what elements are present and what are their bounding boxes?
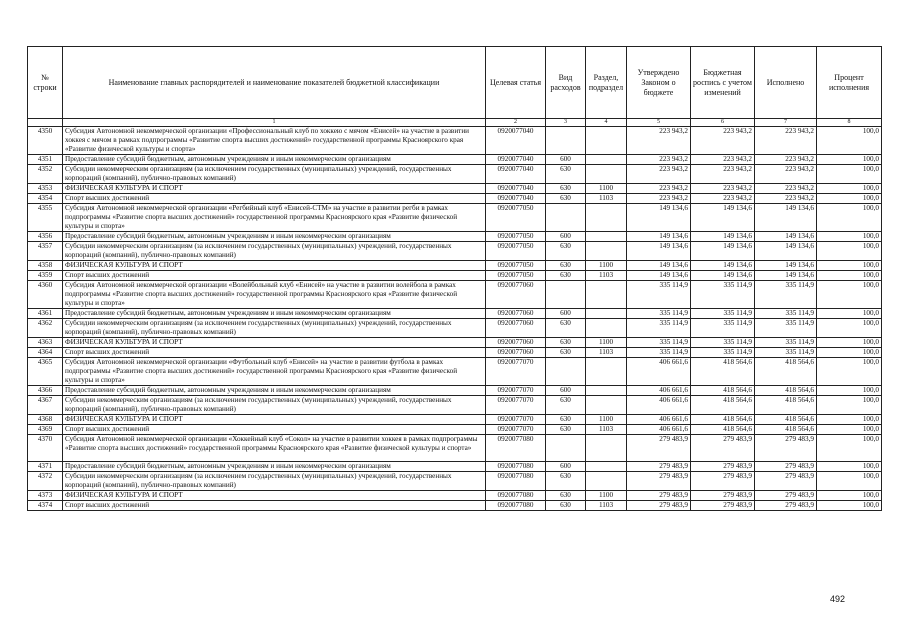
table-row	[28, 415, 882, 425]
row-name: ФИЗИЧЕСКАЯ КУЛЬТУРА И СПОРТ	[63, 338, 486, 348]
execution-percent: 100,0	[817, 501, 882, 511]
execution-percent: 100,0	[817, 415, 882, 425]
row-name: Предоставление субсидий бюджетным, автономным учреждениям и иным некоммерческим организациям	[63, 232, 486, 242]
row-number: 4355	[28, 204, 63, 232]
section	[586, 319, 627, 338]
section: 1100	[586, 184, 627, 194]
budget-amount: 149 134,6	[691, 261, 755, 271]
colnum: 2	[486, 119, 546, 127]
colnum: 4	[586, 119, 627, 127]
target-article: 0920077070	[486, 425, 546, 435]
approved-amount: 406 661,6	[627, 415, 691, 425]
table-row	[28, 396, 882, 415]
approved-amount: 279 483,9	[627, 501, 691, 511]
target-article: 0920077070	[486, 386, 546, 396]
execution-percent: 100,0	[817, 309, 882, 319]
execution-percent: 100,0	[817, 435, 882, 462]
expense-type: 630	[546, 165, 586, 184]
colnum-blank	[28, 119, 63, 127]
table-row	[28, 501, 882, 511]
expense-type	[546, 204, 586, 232]
budget-amount: 149 134,6	[691, 232, 755, 242]
table-row	[28, 386, 882, 396]
row-number: 4360	[28, 281, 63, 309]
expense-type: 630	[546, 415, 586, 425]
executed-amount: 149 134,6	[755, 242, 817, 261]
expense-type: 630	[546, 261, 586, 271]
section	[586, 396, 627, 415]
execution-percent: 100,0	[817, 204, 882, 232]
budget-amount: 335 114,9	[691, 309, 755, 319]
row-name: Субсидия Автономной некоммерческой организации «Регбийный клуб «Енисей-СТМ» на участие в развитии регби в рамках подпрограммы «Развитие спорта высших достижений» государственной программы Красноярского края «Развитие физической культуры и спорта»	[63, 204, 486, 232]
table-row	[28, 338, 882, 348]
table-row	[28, 232, 882, 242]
budget-amount: 149 134,6	[691, 204, 755, 232]
header-section: Раздел, подраздел	[586, 47, 627, 119]
expense-type: 600	[546, 155, 586, 165]
row-name: Субсидии некоммерческим организациям (за исключением государственных (муниципальных) учреждений, государственных корпораций (компаний), публично-правовых компаний)	[63, 396, 486, 415]
approved-amount: 335 114,9	[627, 309, 691, 319]
table-row	[28, 271, 882, 281]
executed-amount: 418 564,6	[755, 396, 817, 415]
row-number: 4353	[28, 184, 63, 194]
section: 1100	[586, 338, 627, 348]
row-name: Субсидия Автономной некоммерческой организации «Волейбольный клуб «Енисей» на участие в развитии волейбола в рамках подпрограммы «Развитие спорта высших достижений» государственной программы Красноярского края «Развитие физической культуры и спорта»	[63, 281, 486, 309]
budget-amount: 223 943,2	[691, 194, 755, 204]
header-num: № строки	[28, 47, 63, 119]
executed-amount: 418 564,6	[755, 386, 817, 396]
section: 1103	[586, 194, 627, 204]
section: 1103	[586, 271, 627, 281]
expense-type: 630	[546, 501, 586, 511]
approved-amount: 279 483,9	[627, 462, 691, 472]
execution-percent: 100,0	[817, 338, 882, 348]
table-row	[28, 435, 882, 462]
target-article: 0920077050	[486, 261, 546, 271]
table-row	[28, 472, 882, 491]
target-article: 0920077070	[486, 396, 546, 415]
target-article: 0920077050	[486, 271, 546, 281]
budget-amount: 223 943,2	[691, 127, 755, 155]
target-article: 0920077050	[486, 232, 546, 242]
table-row	[28, 309, 882, 319]
approved-amount: 335 114,9	[627, 338, 691, 348]
expense-type: 630	[546, 338, 586, 348]
executed-amount: 279 483,9	[755, 491, 817, 501]
target-article: 0920077080	[486, 435, 546, 462]
expense-type: 600	[546, 232, 586, 242]
row-name: Предоставление субсидий бюджетным, автономным учреждениям и иным некоммерческим организациям	[63, 309, 486, 319]
executed-amount: 223 943,2	[755, 194, 817, 204]
row-number: 4352	[28, 165, 63, 184]
target-article: 0920077070	[486, 415, 546, 425]
row-number: 4366	[28, 386, 63, 396]
row-number: 4369	[28, 425, 63, 435]
row-name: ФИЗИЧЕСКАЯ КУЛЬТУРА И СПОРТ	[63, 415, 486, 425]
execution-percent: 100,0	[817, 184, 882, 194]
section	[586, 435, 627, 462]
colnum: 8	[817, 119, 882, 127]
target-article: 0920077080	[486, 462, 546, 472]
expense-type: 630	[546, 242, 586, 261]
row-number: 4361	[28, 309, 63, 319]
row-number: 4362	[28, 319, 63, 338]
section: 1103	[586, 425, 627, 435]
row-number: 4371	[28, 462, 63, 472]
approved-amount: 149 134,6	[627, 261, 691, 271]
approved-amount: 223 943,2	[627, 127, 691, 155]
table-row	[28, 127, 882, 155]
page-number: 492	[829, 594, 845, 604]
expense-type: 600	[546, 462, 586, 472]
approved-amount: 223 943,2	[627, 194, 691, 204]
executed-amount: 418 564,6	[755, 415, 817, 425]
target-article: 0920077040	[486, 194, 546, 204]
expense-type: 630	[546, 184, 586, 194]
target-article: 0920077060	[486, 319, 546, 338]
section	[586, 127, 627, 155]
table-row	[28, 165, 882, 184]
header-approved: Утверждено Законом о бюджете	[627, 47, 691, 119]
row-number: 4373	[28, 491, 63, 501]
budget-amount: 279 483,9	[691, 491, 755, 501]
executed-amount: 418 564,6	[755, 358, 817, 386]
row-name: Субсидии некоммерческим организациям (за исключением государственных (муниципальных) учреждений, государственных корпораций (компаний), публично-правовых компаний)	[63, 242, 486, 261]
row-number: 4364	[28, 348, 63, 358]
section	[586, 462, 627, 472]
approved-amount: 223 943,2	[627, 155, 691, 165]
budget-amount: 418 564,6	[691, 358, 755, 386]
executed-amount: 149 134,6	[755, 271, 817, 281]
section	[586, 386, 627, 396]
header-exec: Исполнено	[755, 47, 817, 119]
row-name: Предоставление субсидий бюджетным, автономным учреждениям и иным некоммерческим организациям	[63, 155, 486, 165]
expense-type: 630	[546, 348, 586, 358]
execution-percent: 100,0	[817, 425, 882, 435]
approved-amount: 335 114,9	[627, 348, 691, 358]
budget-table	[27, 46, 882, 511]
table-row	[28, 462, 882, 472]
row-number: 4367	[28, 396, 63, 415]
approved-amount: 406 661,6	[627, 386, 691, 396]
budget-amount: 223 943,2	[691, 155, 755, 165]
row-number: 4351	[28, 155, 63, 165]
execution-percent: 100,0	[817, 127, 882, 155]
budget-amount: 418 564,6	[691, 386, 755, 396]
table-row	[28, 155, 882, 165]
execution-percent: 100,0	[817, 462, 882, 472]
executed-amount: 279 483,9	[755, 472, 817, 491]
budget-amount: 418 564,6	[691, 396, 755, 415]
execution-percent: 100,0	[817, 396, 882, 415]
target-article: 0920077060	[486, 348, 546, 358]
approved-amount: 149 134,6	[627, 232, 691, 242]
row-number: 4356	[28, 232, 63, 242]
section	[586, 309, 627, 319]
row-number: 4363	[28, 338, 63, 348]
row-number: 4350	[28, 127, 63, 155]
execution-percent: 100,0	[817, 319, 882, 338]
executed-amount: 223 943,2	[755, 165, 817, 184]
row-name: ФИЗИЧЕСКАЯ КУЛЬТУРА И СПОРТ	[63, 261, 486, 271]
executed-amount: 223 943,2	[755, 127, 817, 155]
row-name: Субсидия Автономной некоммерческой организации «Профессиональный клуб по хоккею с мячом «Енисей» на участие в развитии хоккея с мячом в рамках подпрограммы «Развитие спорта высших достижений» государственной программы Красноярского края «Развитие физической культуры и спорта»	[63, 127, 486, 155]
row-name: Субсидии некоммерческим организациям (за исключением государственных (муниципальных) учреждений, государственных корпораций (компаний), публично-правовых компаний)	[63, 165, 486, 184]
execution-percent: 100,0	[817, 281, 882, 309]
executed-amount: 418 564,6	[755, 425, 817, 435]
table-row	[28, 425, 882, 435]
expense-type	[546, 358, 586, 386]
section	[586, 281, 627, 309]
row-name: Субсидии некоммерческим организациям (за исключением государственных (муниципальных) учреждений, государственных корпораций (компаний), публично-правовых компаний)	[63, 319, 486, 338]
section	[586, 472, 627, 491]
target-article: 0920077060	[486, 309, 546, 319]
executed-amount: 335 114,9	[755, 348, 817, 358]
header-name: Наименование главных распорядителей и наименование показателей бюджетной классификации	[63, 47, 486, 119]
budget-amount: 279 483,9	[691, 472, 755, 491]
budget-amount: 335 114,9	[691, 348, 755, 358]
approved-amount: 279 483,9	[627, 472, 691, 491]
row-name: Субсидия Автономной некоммерческой организации «Хоккейный клуб «Сокол» на участие в развитии хоккея в рамках подпрограммы «Развитие спорта высших достижений» государственной программы Красноярского края «Развитие физической культуры и спорта»	[63, 435, 486, 462]
expense-type: 600	[546, 309, 586, 319]
colnum: 5	[627, 119, 691, 127]
section: 1100	[586, 415, 627, 425]
section: 1103	[586, 348, 627, 358]
executed-amount: 223 943,2	[755, 155, 817, 165]
budget-amount: 335 114,9	[691, 281, 755, 309]
approved-amount: 149 134,6	[627, 204, 691, 232]
budget-amount: 418 564,6	[691, 415, 755, 425]
header-budget: Бюджетная роспись с учетом изменений	[691, 47, 755, 119]
header-target: Целевая статья	[486, 47, 546, 119]
approved-amount: 279 483,9	[627, 491, 691, 501]
executed-amount: 149 134,6	[755, 204, 817, 232]
row-number: 4370	[28, 435, 63, 462]
colnum: 7	[755, 119, 817, 127]
execution-percent: 100,0	[817, 155, 882, 165]
approved-amount: 149 134,6	[627, 242, 691, 261]
section	[586, 204, 627, 232]
section: 1100	[586, 491, 627, 501]
table-row	[28, 319, 882, 338]
row-name: Спорт высших достижений	[63, 348, 486, 358]
header-kind: Вид расходов	[546, 47, 586, 119]
table-row	[28, 491, 882, 501]
row-number: 4359	[28, 271, 63, 281]
section	[586, 242, 627, 261]
table-body	[28, 127, 882, 511]
row-name: Предоставление субсидий бюджетным, автономным учреждениям и иным некоммерческим организациям	[63, 462, 486, 472]
section: 1103	[586, 501, 627, 511]
table-row	[28, 358, 882, 386]
execution-percent: 100,0	[817, 261, 882, 271]
section	[586, 232, 627, 242]
expense-type: 630	[546, 491, 586, 501]
executed-amount: 149 134,6	[755, 232, 817, 242]
target-article: 0920077040	[486, 127, 546, 155]
budget-amount: 223 943,2	[691, 184, 755, 194]
section: 1100	[586, 261, 627, 271]
target-article: 0920077040	[486, 155, 546, 165]
row-number: 4368	[28, 415, 63, 425]
target-article: 0920077050	[486, 204, 546, 232]
target-article: 0920077070	[486, 358, 546, 386]
execution-percent: 100,0	[817, 491, 882, 501]
column-number-row	[28, 119, 882, 127]
target-article: 0920077040	[486, 184, 546, 194]
executed-amount: 335 114,9	[755, 338, 817, 348]
header-row	[28, 47, 882, 119]
budget-amount: 418 564,6	[691, 425, 755, 435]
target-article: 0920077040	[486, 165, 546, 184]
expense-type	[546, 435, 586, 462]
execution-percent: 100,0	[817, 386, 882, 396]
expense-type: 600	[546, 386, 586, 396]
row-number: 4372	[28, 472, 63, 491]
table-row	[28, 184, 882, 194]
budget-amount: 149 134,6	[691, 271, 755, 281]
approved-amount: 406 661,6	[627, 425, 691, 435]
budget-amount: 223 943,2	[691, 165, 755, 184]
colnum: 1	[63, 119, 486, 127]
approved-amount: 223 943,2	[627, 165, 691, 184]
table-row	[28, 281, 882, 309]
table-row	[28, 242, 882, 261]
executed-amount: 335 114,9	[755, 281, 817, 309]
expense-type	[546, 127, 586, 155]
expense-type: 630	[546, 396, 586, 415]
row-name: Предоставление субсидий бюджетным, автономным учреждениям и иным некоммерческим организациям	[63, 386, 486, 396]
colnum: 6	[691, 119, 755, 127]
expense-type: 630	[546, 472, 586, 491]
target-article: 0920077080	[486, 501, 546, 511]
target-article: 0920077060	[486, 281, 546, 309]
execution-percent: 100,0	[817, 232, 882, 242]
execution-percent: 100,0	[817, 348, 882, 358]
budget-amount: 279 483,9	[691, 501, 755, 511]
row-number: 4374	[28, 501, 63, 511]
target-article: 0920077080	[486, 491, 546, 501]
approved-amount: 335 114,9	[627, 319, 691, 338]
row-name: ФИЗИЧЕСКАЯ КУЛЬТУРА И СПОРТ	[63, 491, 486, 501]
colnum: 3	[546, 119, 586, 127]
table-row	[28, 204, 882, 232]
row-name: Спорт высших достижений	[63, 501, 486, 511]
expense-type	[546, 281, 586, 309]
row-name: Спорт высших достижений	[63, 271, 486, 281]
row-number: 4365	[28, 358, 63, 386]
target-article: 0920077080	[486, 472, 546, 491]
row-name: Субсидия Автономной некоммерческой организации «Футбольный клуб «Енисей» на участие в развитии футбола в рамках подпрограммы «Развитие спорта высших достижений» государственной программы Красноярского края «Развитие физической культуры и спорта»	[63, 358, 486, 386]
row-name: ФИЗИЧЕСКАЯ КУЛЬТУРА И СПОРТ	[63, 184, 486, 194]
table-row	[28, 348, 882, 358]
row-number: 4357	[28, 242, 63, 261]
expense-type: 630	[546, 194, 586, 204]
target-article: 0920077050	[486, 242, 546, 261]
execution-percent: 100,0	[817, 165, 882, 184]
table-row	[28, 261, 882, 271]
expense-type: 630	[546, 319, 586, 338]
expense-type: 630	[546, 271, 586, 281]
header-percent: Процент исполнения	[817, 47, 882, 119]
executed-amount: 335 114,9	[755, 319, 817, 338]
row-number: 4354	[28, 194, 63, 204]
row-name: Субсидии некоммерческим организациям (за исключением государственных (муниципальных) учреждений, государственных корпораций (компаний), публично-правовых компаний)	[63, 472, 486, 491]
approved-amount: 223 943,2	[627, 184, 691, 194]
approved-amount: 279 483,9	[627, 435, 691, 462]
executed-amount: 335 114,9	[755, 309, 817, 319]
row-name: Спорт высших достижений	[63, 425, 486, 435]
execution-percent: 100,0	[817, 472, 882, 491]
executed-amount: 279 483,9	[755, 462, 817, 472]
row-number: 4358	[28, 261, 63, 271]
approved-amount: 406 661,6	[627, 358, 691, 386]
section	[586, 155, 627, 165]
executed-amount: 223 943,2	[755, 184, 817, 194]
budget-amount: 335 114,9	[691, 338, 755, 348]
budget-amount: 279 483,9	[691, 435, 755, 462]
executed-amount: 279 483,9	[755, 435, 817, 462]
executed-amount: 149 134,6	[755, 261, 817, 271]
budget-amount: 279 483,9	[691, 462, 755, 472]
row-name: Спорт высших достижений	[63, 194, 486, 204]
execution-percent: 100,0	[817, 242, 882, 261]
execution-percent: 100,0	[817, 271, 882, 281]
section	[586, 165, 627, 184]
approved-amount: 149 134,6	[627, 271, 691, 281]
expense-type: 630	[546, 425, 586, 435]
target-article: 0920077060	[486, 338, 546, 348]
approved-amount: 335 114,9	[627, 281, 691, 309]
execution-percent: 100,0	[817, 194, 882, 204]
approved-amount: 406 661,6	[627, 396, 691, 415]
table-row	[28, 194, 882, 204]
executed-amount: 279 483,9	[755, 501, 817, 511]
execution-percent: 100,0	[817, 358, 882, 386]
section	[586, 358, 627, 386]
budget-amount: 335 114,9	[691, 319, 755, 338]
budget-amount: 149 134,6	[691, 242, 755, 261]
